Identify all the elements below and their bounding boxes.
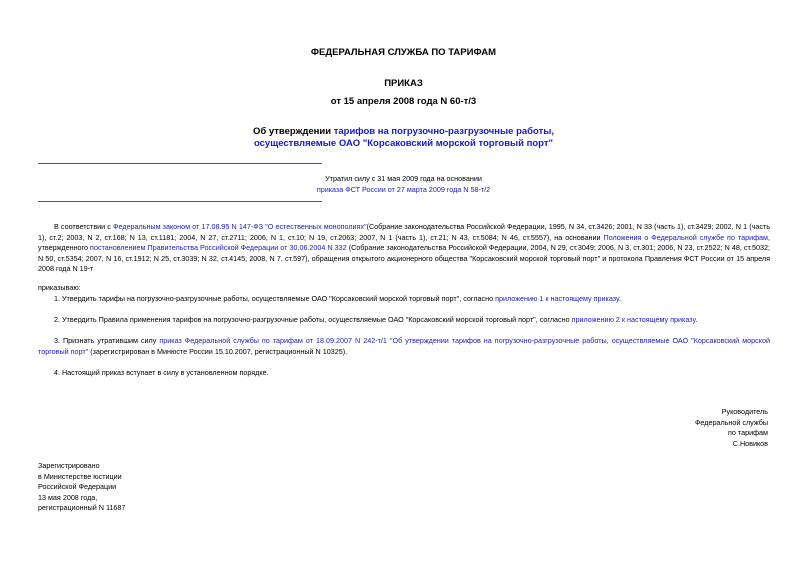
doc-type-heading: ПРИКАЗ (384, 78, 423, 89)
repealed-order-link[interactable]: приказ Федеральной службы по тарифам от 18.09.2007 N 242-т/1 "Об утверждении тарифов на погрузочно-разгрузочные работы, осуществляемые ОАО "Корсаковский морской торговый порт" (38, 336, 770, 356)
registration-line-3: Российской Федерации (38, 482, 117, 492)
title-link-line2[interactable]: осуществляемые ОАО "Корсаковский морской торговый порт" (253, 138, 554, 149)
item-2-end: . (695, 315, 698, 324)
signature-agency: Федеральной службы (694, 417, 768, 427)
status-line: Утратил силу с 31 мая 2009 года на основании (325, 174, 482, 183)
registration-block (38, 461, 238, 514)
divider-top (38, 163, 322, 164)
status-note (0, 174, 807, 195)
registration-line-4: 13 мая 2008 года, (38, 492, 98, 502)
signature-block (568, 407, 768, 449)
item-1-end: . (618, 294, 621, 303)
registration-line-1: Зарегистрировано (38, 461, 100, 470)
doc-date-heading: от 15 апреля 2008 года N 60-т/3 (330, 96, 477, 107)
order-item-1 (38, 294, 770, 305)
item-2-text: 2. Утвердить Правила применения тарифов на погрузочно-разгрузочные работы, осуществляемые ОАО "Корсаковский морской торговый порт", согласно (54, 315, 572, 324)
item-3-text: 3. Признать утратившим силу (54, 336, 160, 345)
item-1-text: 1. Утвердить тарифы на погрузочно-разгрузочные работы, осуществляемые ОАО "Корсаковский морской торговый порт", согласно (54, 294, 496, 303)
signature-position: Руководитель (721, 407, 768, 416)
status-link[interactable]: приказа ФСТ России от 27 марта 2009 года N 58-т/2 (316, 184, 491, 194)
order-item-2 (38, 315, 770, 326)
preamble-text-4: (Собрание законодательства Российской Федерации, 2004, N 29, ст.3049; 2006, N 3, ст.301; 2006, N 23, ст.2522; N 48, ст.5032; N 50, ст.5354; 2007, N 16, ст.1912; N 25, ст.3039; N 32, ст.4145; 2008, N 7, ст.597), обращения открытого акционерного общества "Корсаковский морской торговый порт" и протокола Правления ФСТ России от 15 апреля 2008 года N 19-т (38, 243, 770, 274)
appendix-2-link[interactable]: приложению 2 к настоящему приказу (571, 315, 696, 324)
appendix-1-link[interactable]: приложению 1 к настоящему приказу (495, 294, 619, 303)
government-decree-link[interactable]: постановлением Правительства Российской Федерации от 30.06.2004 N 332 (90, 243, 347, 253)
preamble-text-2: (Собрание законодательства Российской Федерации, 1995, N 34, ст.3426; 2001, N 33 (часть 1), ст.3429; 2002, N 1 (часть 1), ст.2; 2003, N 2, ст.168; N 13, ст.1181; 2004, N 27, ст.2711; 2006, N 1, ст.10; N 19, ст.2063; 2007, N 1 (часть 1), ст.21; N 43, ст.5084; N 46, ст.5557), на основании (38, 222, 770, 242)
document-title (0, 126, 807, 150)
divider-bottom (38, 201, 322, 202)
agency-heading: ФЕДЕРАЛЬНАЯ СЛУЖБА ПО ТАРИФАМ (310, 47, 497, 58)
title-prefix: Об утверждении (252, 126, 334, 137)
signature-agency-2: по тарифам (728, 428, 768, 438)
registration-line-5: регистрационный N 11687 (38, 503, 126, 513)
order-item-3 (38, 336, 770, 357)
order-word: приказываю: (38, 283, 81, 292)
preamble-paragraph (38, 222, 770, 275)
preamble-text-1: В соответствии с (54, 222, 114, 231)
item-3-end: (зарегистрирован в Минюсте России 15.10.2007, регистрационный N 10325). (88, 346, 348, 356)
regulation-link[interactable]: Положения о Федеральной службе по тарифам (603, 232, 768, 242)
law-link[interactable]: Федеральным законом от 17.08.95 N 147-ФЗ "О естественных монополиях" (113, 222, 367, 231)
registration-line-2: в Министерстве юстиции (38, 471, 122, 481)
signature-name: С.Новиков (732, 438, 768, 448)
preamble-text-3: , утвержденного (38, 232, 770, 253)
title-link-line1[interactable]: тарифов на погрузочно-разгрузочные работы, (333, 126, 555, 137)
order-item-4: 4. Настоящий приказ вступает в силу в установленном порядке. (54, 368, 269, 377)
